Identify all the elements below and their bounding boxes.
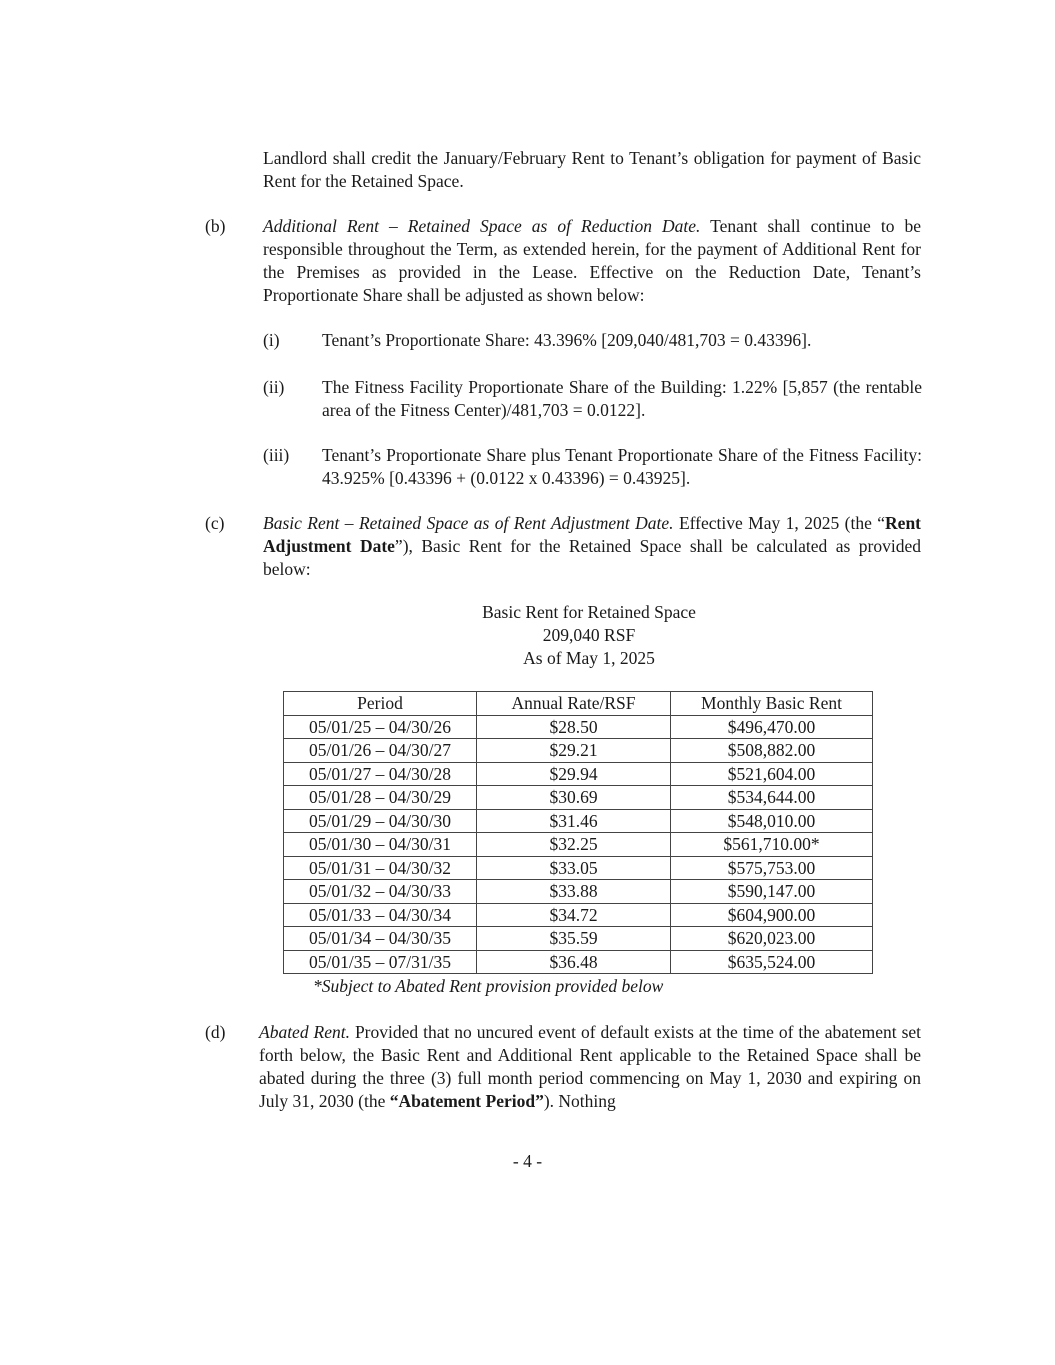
monthly-rent-cell: $620,023.00: [671, 927, 873, 951]
period-cell: 05/01/26 – 04/30/27: [284, 739, 477, 763]
period-cell: 05/01/34 – 04/30/35: [284, 927, 477, 951]
column-header-annual-rate: Annual Rate/RSF: [477, 692, 671, 716]
item-iii-text: Tenant’s Proportionate Share plus Tenant Proportionate Share of the Fitness Facility: 43.925% [0.43396 + (0.0122 x 0.43396) = 0.43925].: [322, 445, 922, 488]
monthly-rent-cell: $575,753.00: [671, 856, 873, 880]
monthly-rent-cell: $590,147.00: [671, 880, 873, 904]
monthly-rent-cell: $635,524.00: [671, 950, 873, 974]
section-d-label: (d): [205, 1022, 226, 1042]
section-c-label: (c): [205, 513, 225, 533]
annual-rate-cell: $29.94: [477, 762, 671, 786]
section-b-body: Tenant shall continue to be responsible throughout the Term, as extended herein, for the payment of Additional Rent for the Premises as provided in the Lease. Effective on the Reduction Date, Tenant’s Proportionate Share shall be adjusted as shown below:: [263, 216, 922, 305]
period-cell: 05/01/27 – 04/30/28: [284, 762, 477, 786]
period-cell: 05/01/33 – 04/30/34: [284, 903, 477, 927]
section-d-heading: Abated Rent.: [259, 1022, 350, 1042]
table-title-line-2: 209,040 RSF: [542, 625, 636, 645]
table-row: [284, 903, 873, 927]
section-d-paragraph: [259, 1021, 921, 1113]
item-i-label: (i): [263, 330, 280, 350]
table-title-line-1: Basic Rent for Retained Space: [482, 602, 696, 622]
annual-rate-cell: $35.59: [477, 927, 671, 951]
period-cell: 05/01/35 – 07/31/35: [284, 950, 477, 974]
section-c-body-post: ”), Basic Rent for the Retained Space shall be calculated as provided below:: [263, 536, 921, 579]
annual-rate-cell: $33.88: [477, 880, 671, 904]
table-row: [284, 833, 873, 857]
annual-rate-cell: $30.69: [477, 786, 671, 810]
section-c-paragraph: [263, 512, 921, 581]
table-row: [284, 739, 873, 763]
monthly-rent-cell: $508,882.00: [671, 739, 873, 763]
monthly-rent-cell: $521,604.00: [671, 762, 873, 786]
period-cell: 05/01/29 – 04/30/30: [284, 809, 477, 833]
intro-text: Landlord shall credit the January/February Rent to Tenant’s obligation for payment of Basic Rent for the Retained Space.: [263, 148, 921, 191]
monthly-rent-cell: $534,644.00: [671, 786, 873, 810]
table-row: [284, 786, 873, 810]
section-b-heading: Additional Rent – Retained Space as of Reduction Date.: [263, 216, 701, 236]
annual-rate-cell: $32.25: [477, 833, 671, 857]
annual-rate-cell: $31.46: [477, 809, 671, 833]
annual-rate-cell: $36.48: [477, 950, 671, 974]
annual-rate-cell: $34.72: [477, 903, 671, 927]
annual-rate-cell: $29.21: [477, 739, 671, 763]
table-title: [283, 601, 895, 670]
period-cell: 05/01/25 – 04/30/26: [284, 715, 477, 739]
monthly-rent-cell: $548,010.00: [671, 809, 873, 833]
monthly-rent-cell: $604,900.00: [671, 903, 873, 927]
table-title-line-3: As of May 1, 2025: [523, 648, 655, 668]
table-row: [284, 950, 873, 974]
section-d-defined-term: “Abatement Period”: [389, 1091, 544, 1111]
table-row: [284, 927, 873, 951]
column-header-period: Period: [284, 692, 477, 716]
period-cell: 05/01/31 – 04/30/32: [284, 856, 477, 880]
period-cell: 05/01/30 – 04/30/31: [284, 833, 477, 857]
section-b-paragraph: [263, 215, 921, 307]
table-header-row: [284, 692, 873, 716]
annual-rate-cell: $33.05: [477, 856, 671, 880]
section-d-body-pre: Provided that no uncured event of default exists at the time of the abatement set forth below, the Basic Rent and Additional Rent applicable to the Retained Space shall be abated during the three (3) full month period commencing on May 1, 2030 and expiring on July 31, 2030 (the: [259, 1022, 922, 1111]
section-b-label: (b): [205, 216, 226, 236]
item-ii-text: The Fitness Facility Proportionate Share of the Building: 1.22% [5,857 (the rentable area of the Fitness Center)/481,703 = 0.0122].: [322, 377, 922, 420]
table-row: [284, 856, 873, 880]
item-iii-label: (iii): [263, 445, 290, 465]
table-footnote: *Subject to Abated Rent provision provided below: [313, 976, 664, 996]
section-c-body-pre: Effective May 1, 2025 (the “: [678, 513, 886, 533]
page-number: - 4 -: [512, 1151, 543, 1171]
table-row: [284, 715, 873, 739]
table-row: [284, 880, 873, 904]
section-d-body-post: ). Nothing: [543, 1091, 616, 1111]
column-header-monthly-rent: Monthly Basic Rent: [671, 692, 873, 716]
monthly-rent-cell: $561,710.00*: [671, 833, 873, 857]
period-cell: 05/01/28 – 04/30/29: [284, 786, 477, 810]
section-c-heading: Basic Rent – Retained Space as of Rent Adjustment Date.: [263, 513, 674, 533]
annual-rate-cell: $28.50: [477, 715, 671, 739]
period-cell: 05/01/32 – 04/30/33: [284, 880, 477, 904]
table-row: [284, 809, 873, 833]
item-ii-label: (ii): [263, 377, 285, 397]
section-c-defined-term: Rent Adjustment Date: [263, 513, 922, 556]
intro-paragraph: [263, 147, 921, 193]
table-row: [284, 762, 873, 786]
item-i-text: Tenant’s Proportionate Share: 43.396% [209,040/481,703 = 0.43396].: [322, 330, 812, 350]
basic-rent-table: [283, 691, 873, 974]
monthly-rent-cell: $496,470.00: [671, 715, 873, 739]
